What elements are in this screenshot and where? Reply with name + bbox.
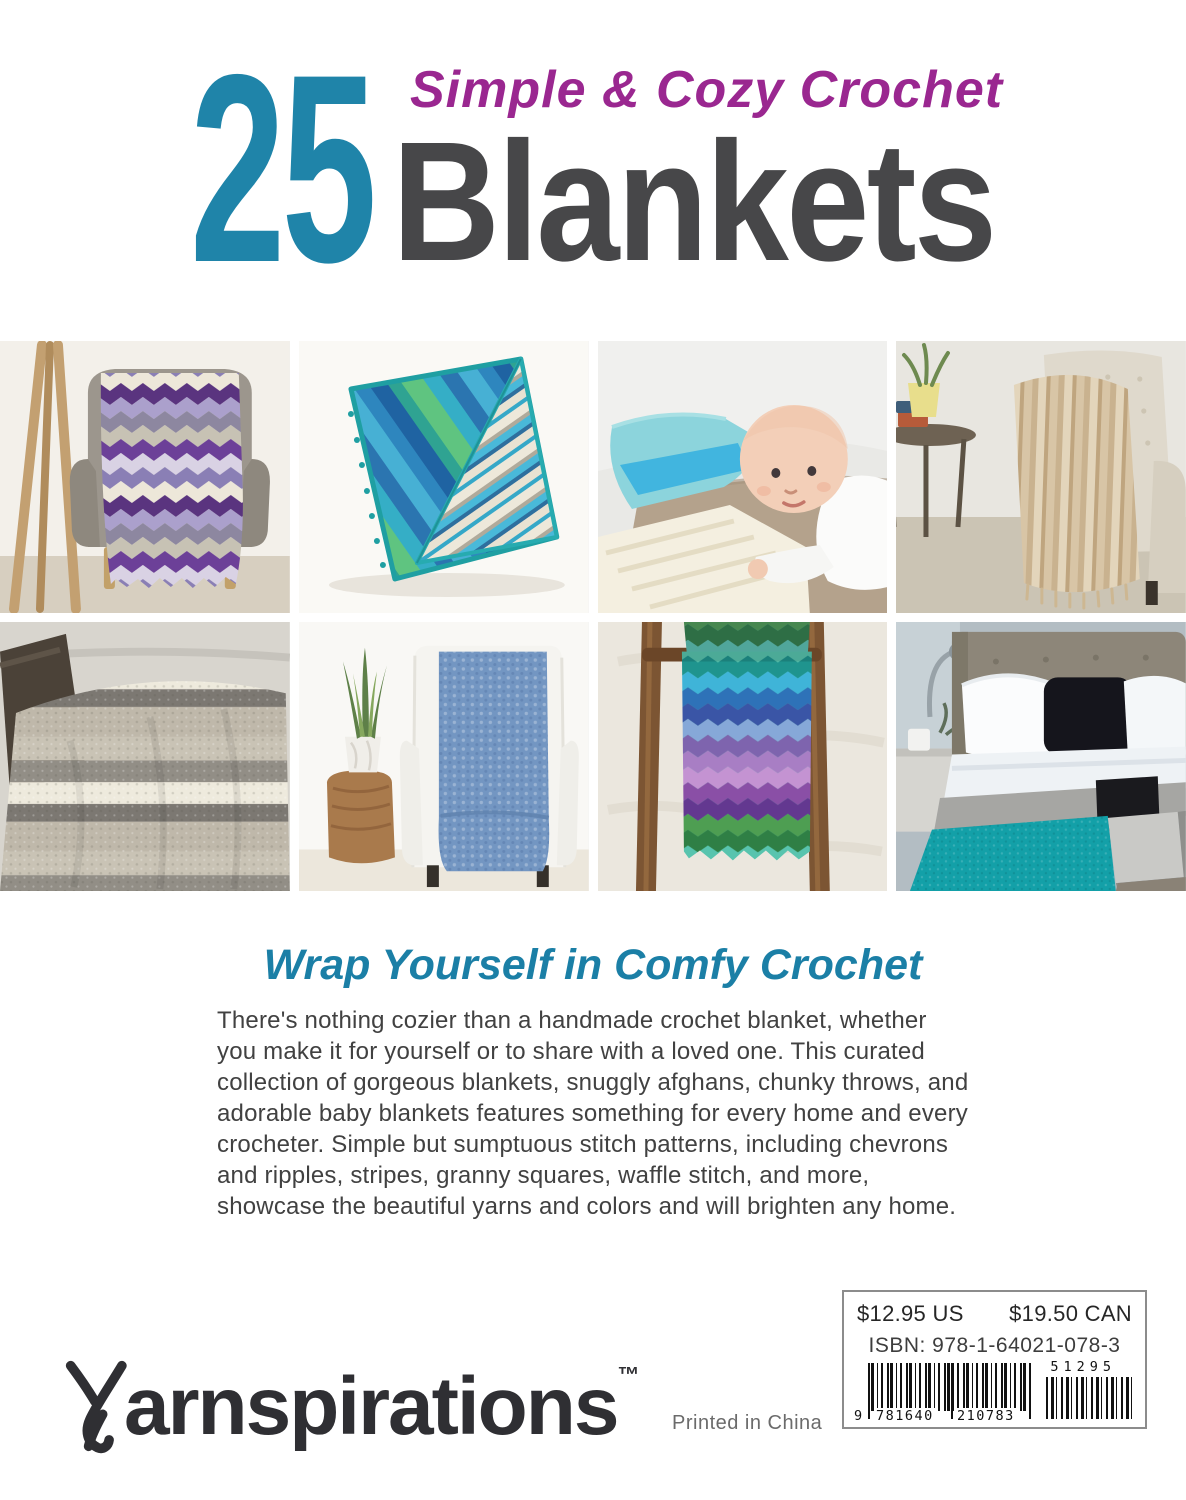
ean-guard-left	[868, 1363, 870, 1419]
photo-rainbow-chevron-ladder	[598, 622, 888, 891]
ean-addon-number: 51295	[1050, 1359, 1116, 1375]
title-subtitle: Simple & Cozy Crochet	[410, 61, 1004, 119]
yarnspirations-y-icon	[62, 1358, 128, 1454]
price-isbn-box	[842, 1290, 1147, 1429]
ean-digit-lead: 9	[854, 1408, 864, 1424]
baby-on-blankets-illustration	[598, 341, 888, 613]
ean-digits-group1: 781640	[876, 1408, 934, 1424]
ean-barcode-bars	[868, 1363, 1031, 1411]
title-number: 25	[190, 18, 374, 318]
logo-wordmark: arnspirations™	[124, 1361, 640, 1452]
barcode-row	[854, 1359, 1132, 1424]
ean-guard-right	[1029, 1363, 1031, 1419]
isbn-text: ISBN: 978-1-64021-078-3	[868, 1334, 1121, 1357]
price-can: $19.50 CAN	[1009, 1301, 1132, 1326]
photo-blue-throw-white-chair	[299, 622, 589, 891]
blurb-section	[0, 942, 1186, 1222]
grey-textured-sofa-illustration	[0, 622, 290, 891]
ean-digits-group2: 210783	[957, 1408, 1015, 1424]
teal-stripe-folded-illustration	[299, 341, 589, 613]
blurb-body: There's nothing cozier than a handmade crochet blanket, whether you make it for yourself or to share with a loved one. This curated collection of gorgeous blankets, snuggly afghans, chunky throws, and adorable baby blankets features something for every home and every crocheter. Simple but sumptuous stitch patterns, including chevrons and ripples, stripes, granny squares, waffle stitch, and more, showcase the beautiful yarns and colors and will brighten any home.	[217, 1007, 969, 1221]
title-main: Blankets	[392, 107, 995, 297]
trademark-symbol: ™	[617, 1362, 640, 1387]
ean-barcode	[854, 1363, 1034, 1424]
photo-grey-textured-sofa	[0, 622, 290, 891]
photo-baby-on-blankets	[598, 341, 888, 613]
purple-chevron-armchair-illustration	[0, 341, 290, 613]
ean-guard-middle	[951, 1363, 953, 1419]
ean-addon-barcode	[1046, 1359, 1132, 1421]
photo-grid	[0, 341, 1186, 891]
photo-purple-chevron-armchair	[0, 341, 290, 613]
price-us: $12.95 US	[857, 1301, 964, 1326]
ean-addon-bars	[1046, 1377, 1132, 1419]
rainbow-chevron-ladder-illustration	[598, 622, 888, 891]
photo-teal-colorblock-bed	[896, 622, 1186, 891]
photo-beige-throw-chair	[896, 341, 1186, 613]
blue-throw-white-chair-illustration	[299, 622, 589, 891]
beige-throw-chair-illustration	[896, 341, 1186, 613]
blurb-heading: Wrap Yourself in Comfy Crochet	[263, 941, 923, 989]
price-row	[857, 1301, 1132, 1327]
printed-in-note: Printed in China	[672, 1412, 823, 1434]
teal-colorblock-bed-illustration	[896, 622, 1186, 891]
photo-teal-stripe-folded	[299, 341, 589, 613]
